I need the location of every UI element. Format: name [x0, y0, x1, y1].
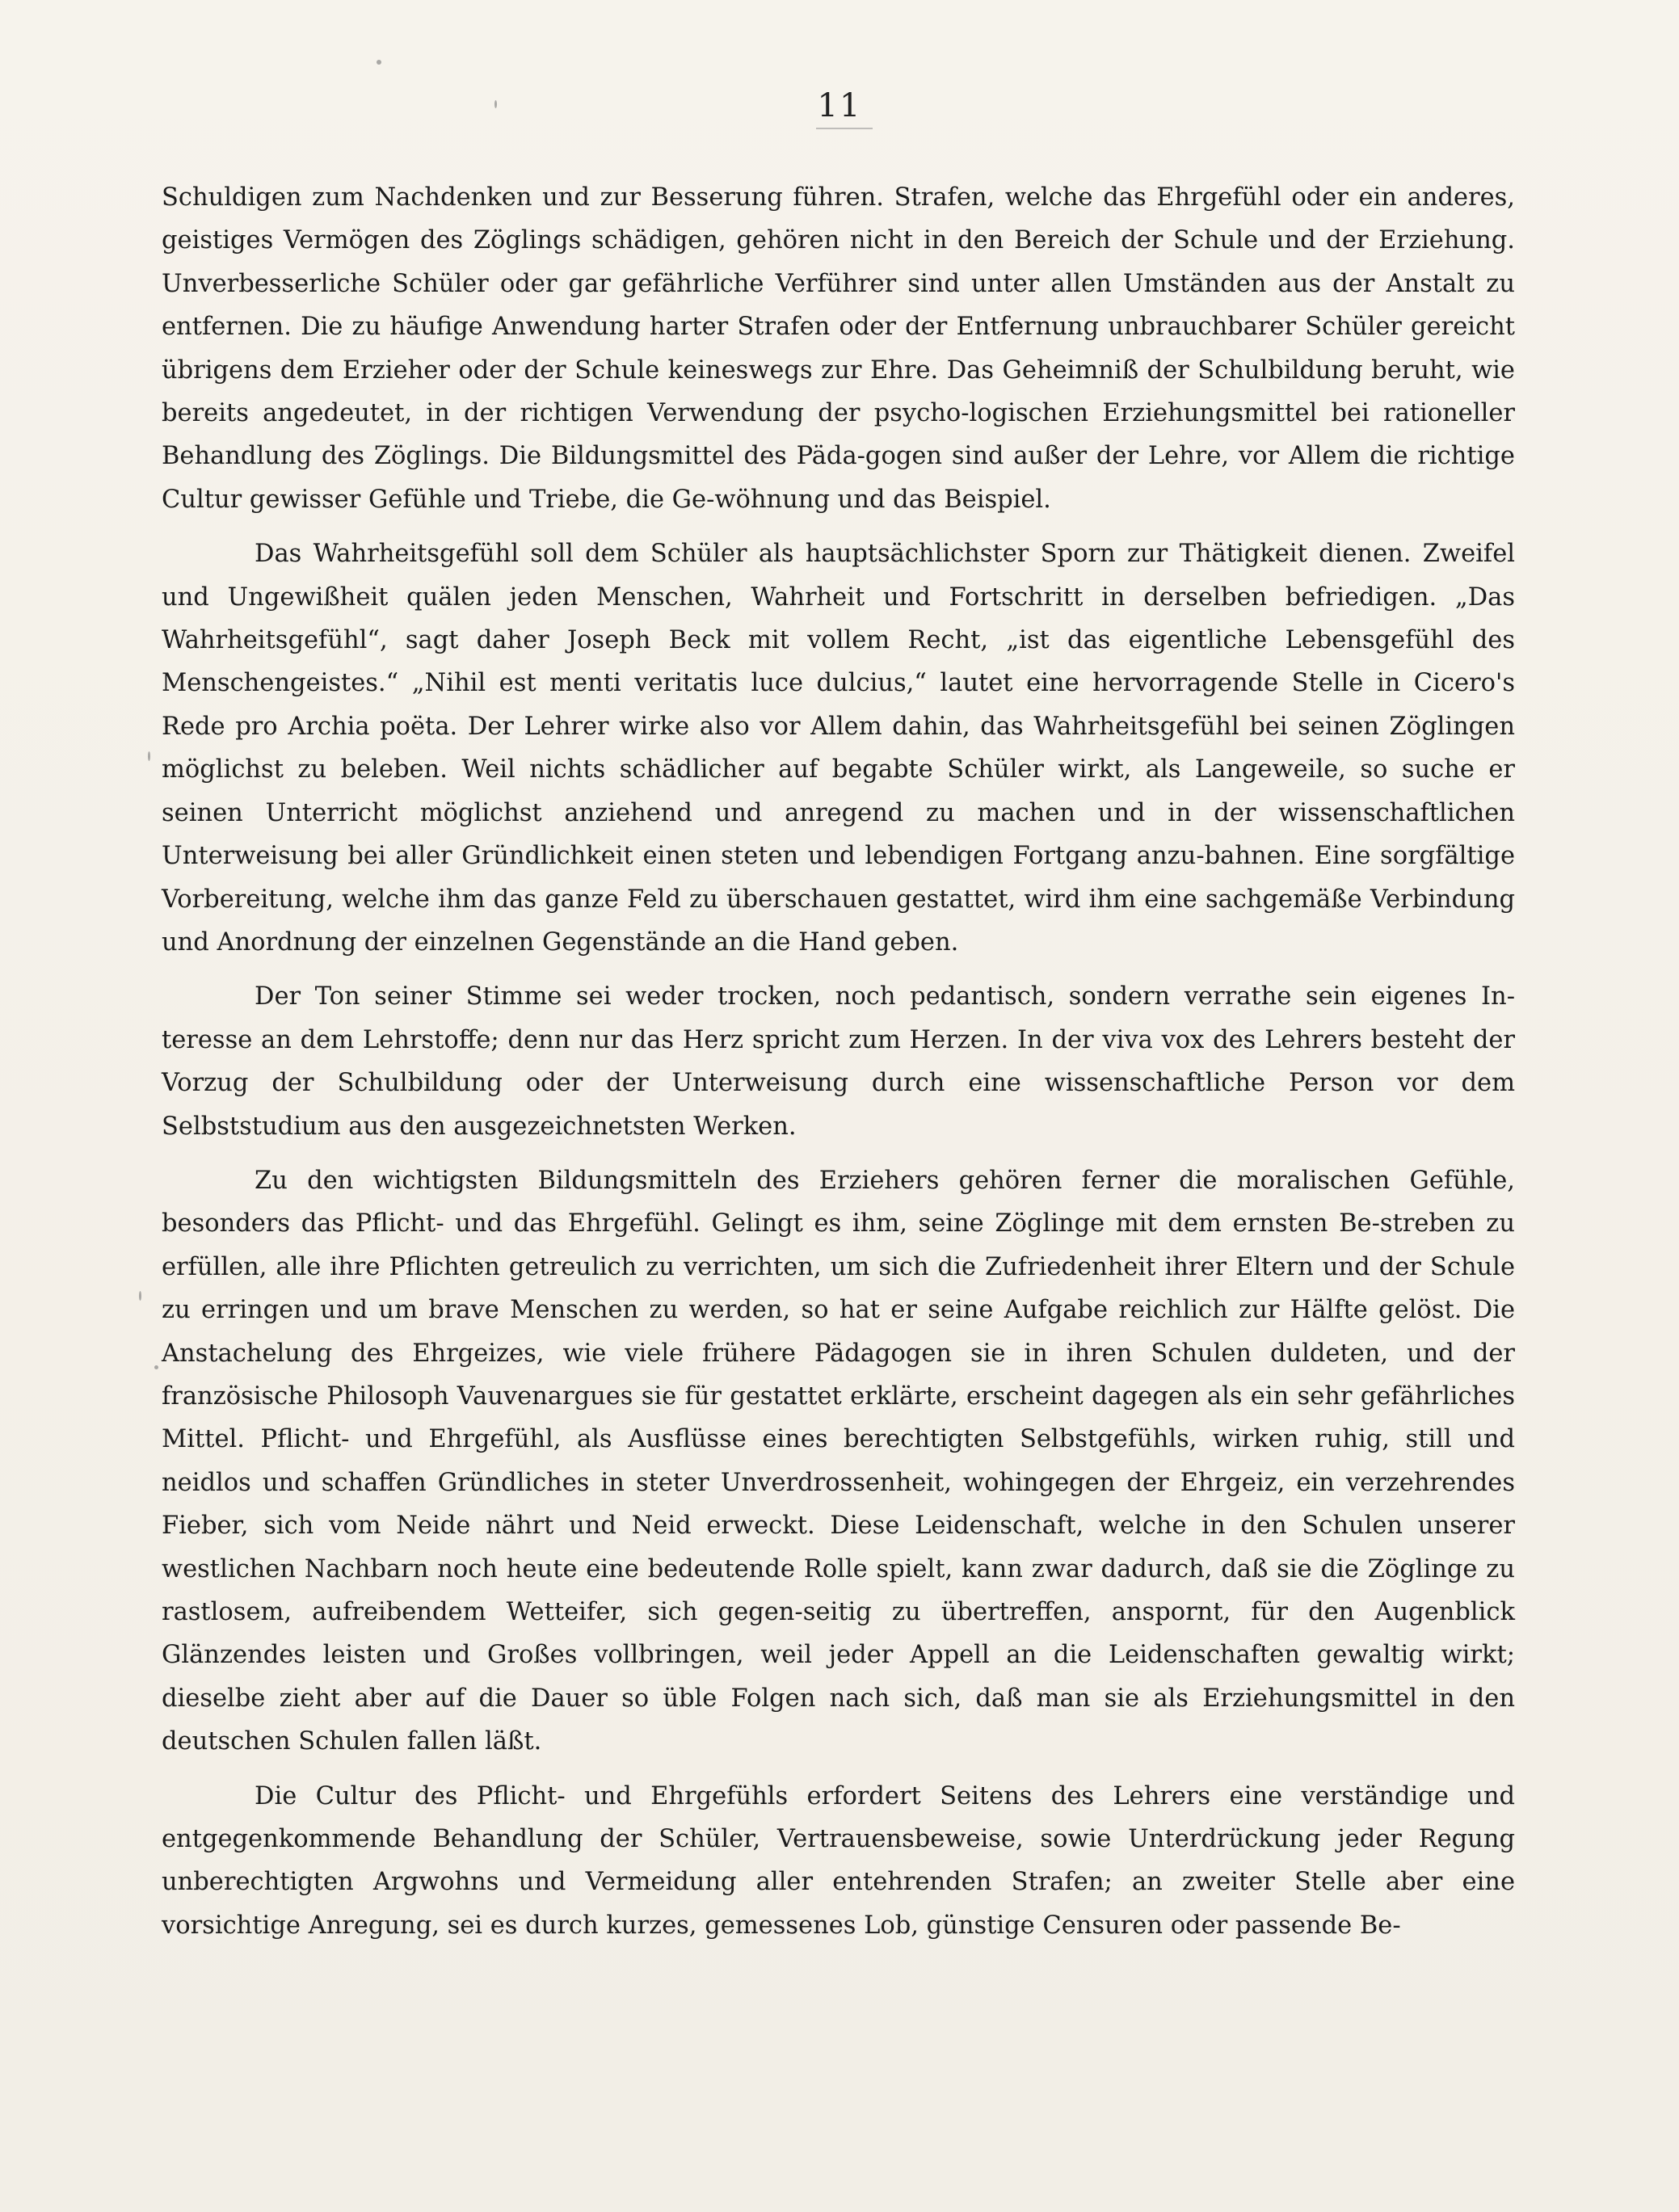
paragraph-5: Die Cultur des Pflicht- und Ehrgefühls erfordert Seitens des Lehrers eine verständige und entgegenkommende Behandlung der Schüler, Vertrauensbeweise, sowie Unterdrückung jeder Regung unberechtigten Argwohns und Vermeidung aller entehrenden Strafen; an zweiter Stelle aber eine vorsichtige Anregung, sei es durch kurzes, gemessenes Lob, günstige Censuren oder passende Be- — [162, 1781, 1515, 1940]
page-number: 11 — [817, 87, 862, 124]
paragraph-1: Schuldigen zum Nachdenken und zur Besserung führen. Strafen, welche das Ehrgefühl oder ein anderes, geistiges Vermögen des Zöglings schädigen, gehören nicht in den Bereich der Schule und der Erziehung. Unverbesserliche Schüler oder gar gefährliche Verführer sind unter allen Umständen aus der Anstalt zu entfernen. Die zu häufige Anwendung harter Strafen oder der Entfernung unbrauchbarer Schüler gereicht übrigens dem Erzieher oder der Schule keineswegs zur Ehre. Das Geheimniß der Schulbildung beruht, wie bereits angedeutet, in der richtigen Verwendung der psycho-logischen Erziehungsmittel bei rationeller Behandlung des Zöglings. Die Bildungsmittel des Päda-gogen sind außer der Lehre, vor Allem die richtige Cultur gewisser Gefühle und Triebe, die Ge-wöhnung und das Beispiel. — [162, 183, 1515, 514]
paragraph-4: Zu den wichtigsten Bildungsmitteln des Erziehers gehören ferner die moralischen Gefühle, besonders das Pflicht- und das Ehrgefühl. Gelingt es ihm, seine Zöglinge mit dem ernsten Be-streben zu erfüllen, alle ihre Pflichten getreulich zu verrichten, um sich die Zufriedenheit ihrer Eltern und der Schule zu erringen und um brave Menschen zu werden, so hat er seine Aufgabe reichlich zur Hälfte gelöst. Die Anstachelung des Ehrgeizes, wie viele frühere Pädagogen sie in ihren Schulen duldeten, und der französische Philosoph Vauvenargues sie für gestattet erklärte, erscheint dagegen als ein sehr gefährliches Mittel. Pflicht- und Ehrgefühl, als Ausflüsse eines berechtigten Selbstgefühls, wirken ruhig, still und neidlos und schaffen Gründliches in steter Unverdrossenheit, wohingegen der Ehrgeiz, ein verzehrendes Fieber, sich vom Neide nährt und Neid erweckt. Diese Leidenschaft, welche in den Schulen unserer westlichen Nachbarn noch heute eine bedeutende Rolle spielt, kann zwar dadurch, daß sie die Zöglinge zu rastlosem, aufreibendem Wetteifer, sich gegen-seitig zu übertreffen, anspornt, für den Augenblick Glänzendes leisten und Großes vollbringen, weil jeder Appell an die Leidenschaften gewaltig wirkt; dieselbe zieht aber auf die Dauer so üble Folgen nach sich, daß man sie als Erziehungsmittel in den deutschen Schulen fallen läßt. — [162, 1166, 1515, 1756]
print-speck — [154, 1365, 158, 1369]
print-speck — [148, 751, 150, 761]
print-speck — [377, 60, 381, 65]
paragraph-3: Der Ton seiner Stimme sei weder trocken, noch pedantisch, sondern verrathe sein eigenes In-teresse an dem Lehrstoffe; denn nur das Herz spricht zum Herzen. In der viva vox des Lehrers besteht der Vorzug der Schulbildung oder der Unterweisung durch eine wissenschaftliche Person vor dem Selbststudium aus den ausgezeichnetsten Werken. — [162, 982, 1515, 1141]
page-number-rule — [816, 128, 873, 129]
body-text — [162, 176, 1515, 1958]
print-speck — [139, 1291, 141, 1301]
paragraph-2: Das Wahrheitsgefühl soll dem Schüler als hauptsächlichster Sporn zur Thätigkeit dienen. Zweifel und Ungewißheit quälen jeden Menschen, Wahrheit und Fortschritt in derselben befriedigen. „Das Wahrheitsgefühl“, sagt daher Joseph Beck mit vollem Recht, „ist das eigentliche Lebensgefühl des Menschengeistes.“ „Nihil est menti veritatis luce dulcius,“ lautet eine hervorragende Stelle in Cicero's Rede pro Archia poëta. Der Lehrer wirke also vor Allem dahin, das Wahrheitsgefühl bei seinen Zöglingen möglichst zu beleben. Weil nichts schädlicher auf begabte Schüler wirkt, als Langeweile, so suche er seinen Unterricht möglichst anziehend und anregend zu machen und in der wissenschaftlichen Unterweisung bei aller Gründlichkeit einen steten und lebendigen Fortgang anzu-bahnen. Eine sorgfältige Vorbereitung, welche ihm das ganze Feld zu überschauen gestattet, wird ihm eine sachgemäße Verbindung und Anordnung der einzelnen Gegenstände an die Hand geben. — [162, 540, 1515, 957]
